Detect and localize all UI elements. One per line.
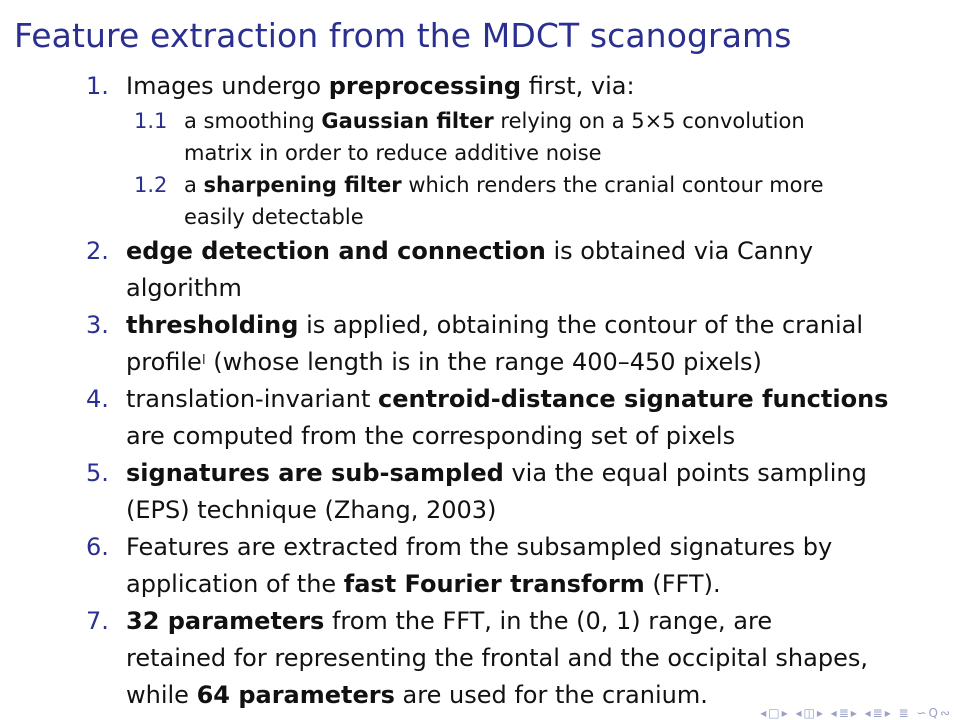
feature-list: [86, 68, 916, 714]
sub-item-1-1: [86, 105, 916, 169]
sub-item-number: 1.2: [134, 173, 168, 197]
text-cursor-icon: I: [201, 353, 206, 368]
item-number: 3.: [86, 311, 109, 339]
list-item-4: [86, 381, 916, 455]
list-item-5: [86, 455, 916, 529]
item-text: (EPS) technique (Zhang, 2003): [126, 496, 497, 524]
item-text: application of the: [126, 570, 344, 598]
item-text: which renders the cranial contour more: [401, 173, 824, 197]
item-text: are used for the cranium.: [394, 681, 708, 709]
item-bold: edge detection and connection: [126, 237, 546, 265]
item-bold: signatures are sub-sampled: [126, 459, 504, 487]
item-bold: 32 parameters: [126, 607, 325, 635]
item-bold: centroid-distance signature functions: [378, 385, 889, 413]
item-text: (whose length is in the range 400–450 pixels): [205, 348, 762, 376]
item-text: matrix in order to reduce additive noise: [184, 141, 602, 165]
item-text: easily detectable: [184, 205, 364, 229]
item-text: is applied, obtaining the contour of the cranial: [298, 311, 863, 339]
item-text: a smoothing: [184, 109, 322, 133]
item-number: 1.: [86, 72, 109, 100]
nav-prev-icon[interactable]: ◂≣▸: [830, 706, 859, 720]
beamer-navigation: [760, 706, 952, 720]
list-item-6: [86, 529, 916, 603]
list-item-3: [86, 307, 916, 381]
item-text: retained for representing the frontal and the occipital shapes,: [126, 644, 868, 672]
item-bold: thresholding: [126, 311, 299, 339]
item-text: via the equal points sampling: [503, 459, 867, 487]
item-bold: preprocessing: [328, 72, 522, 100]
item-bold: sharpening filter: [203, 173, 402, 197]
sub-item-1-2: [86, 169, 916, 233]
item-bold: Gaussian filter: [321, 109, 494, 133]
item-text: while: [126, 681, 197, 709]
item-text: Images undergo: [126, 72, 329, 100]
nav-next-section-icon[interactable]: ≣: [898, 706, 911, 720]
item-text: first, via:: [521, 72, 635, 100]
nav-first-icon[interactable]: ◂□▸: [760, 706, 790, 720]
item-number: 7.: [86, 607, 109, 635]
item-bold: 64 parameters: [196, 681, 395, 709]
item-text: translation-invariant: [126, 385, 378, 413]
item-number: 6.: [86, 533, 109, 561]
item-text: profile: [126, 348, 202, 376]
item-text: is obtained via Canny: [545, 237, 814, 265]
page-title: Feature extraction from the MDCT scanograms: [14, 16, 792, 55]
nav-prev-section-icon[interactable]: ◂◫▸: [795, 706, 825, 720]
item-text: are computed from the corresponding set of pixels: [126, 422, 736, 450]
item-text: Features are extracted from the subsampled signatures by: [126, 533, 833, 561]
item-text: relying on a 5×5 convolution: [493, 109, 805, 133]
nav-search-icon[interactable]: ∽Q∾: [916, 706, 952, 720]
item-text: algorithm: [126, 274, 242, 302]
item-bold: fast Fourier transform: [343, 570, 645, 598]
nav-next-icon[interactable]: ◂≣▸: [864, 706, 893, 720]
list-item-2: [86, 233, 916, 307]
item-number: 4.: [86, 385, 109, 413]
item-text: a: [184, 173, 204, 197]
list-item-1: [86, 68, 916, 105]
list-item-7: [86, 603, 916, 714]
item-text: from the FFT, in the (0, 1) range, are: [324, 607, 773, 635]
item-number: 2.: [86, 237, 109, 265]
sub-item-number: 1.1: [134, 109, 168, 133]
item-number: 5.: [86, 459, 109, 487]
item-text: (FFT).: [644, 570, 721, 598]
